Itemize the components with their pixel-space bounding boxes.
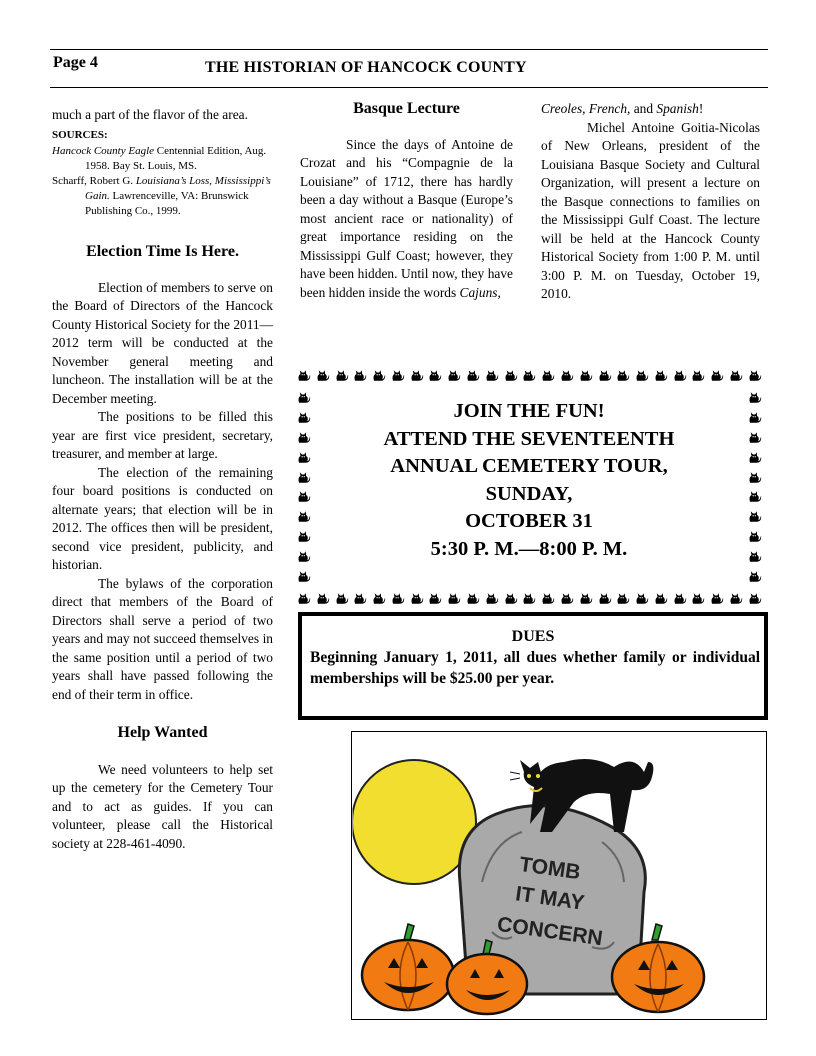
black-cat-icon <box>371 591 386 606</box>
black-cat-icon <box>465 368 480 383</box>
help-wanted-heading: Help Wanted <box>117 724 208 741</box>
dues-text: Beginning January 1, 2011, all dues whether family or individual memberships will be $25.00 per year. <box>310 649 760 687</box>
dues-box <box>298 612 768 720</box>
basque-paragraph <box>300 136 513 303</box>
black-cat-icon <box>747 390 762 405</box>
black-cat-icon <box>296 509 311 524</box>
basque-heading: Basque Lecture <box>353 100 460 117</box>
cat-border-left <box>296 390 311 584</box>
black-cat-icon <box>390 591 405 606</box>
black-cat-icon <box>634 591 649 606</box>
black-cat-icon <box>747 470 762 485</box>
black-cat-icon <box>427 368 442 383</box>
black-cat-icon <box>296 450 311 465</box>
column-left <box>52 106 273 853</box>
black-cat-icon <box>747 450 762 465</box>
black-cat-icon <box>709 591 724 606</box>
event-line-3: ANNUAL CEMETERY TOUR, <box>390 455 668 478</box>
header-bottom-rule <box>50 87 768 88</box>
black-cat-icon <box>672 368 687 383</box>
black-cat-icon <box>672 591 687 606</box>
black-cat-icon <box>747 529 762 544</box>
cat-border-top <box>296 368 762 383</box>
black-cat-icon <box>540 368 555 383</box>
election-heading: Election Time Is Here. <box>86 243 239 260</box>
election-paragraph-4: The bylaws of the corporation direct that members of the Board of Directors shall serve a period of two years and may not succeed themselves in the same position until a period of two years shall have passed following the end of their term in office. <box>52 575 273 702</box>
black-cat-icon <box>296 591 311 606</box>
continued-text: much a part of the flavor of the area. <box>52 107 248 122</box>
moon-icon <box>352 760 476 884</box>
help-wanted-paragraph: We need volunteers to help set up the cemetery for the Cemetery Tour and to act as guides. If you can volunteer, please call the Historical society at 228-461-4090. <box>52 761 273 851</box>
black-cat-icon <box>446 591 461 606</box>
black-cat-icon <box>690 368 705 383</box>
event-line-6: 5:30 P. M.—8:00 P. M. <box>430 537 628 560</box>
black-cat-icon <box>334 368 349 383</box>
basque-exclamation: ! <box>698 101 704 116</box>
black-cat-icon <box>578 591 593 606</box>
black-cat-icon <box>747 430 762 445</box>
black-cat-icon <box>334 591 349 606</box>
black-cat-icon <box>296 489 311 504</box>
lecture-paragraph: Michel Antoine Goitia-Nicolas of New Orleans, president of the Louisiana Basque Society and Cultural Organization, will present a lecture on the Basque connections to families on the Mississippi Gulf Coast. The lecture will be held at the Hancock County Historical Society from 1:00 P. M. until 3:00 P. M. on Tuesday, October 19, 2010. <box>541 119 760 301</box>
black-cat-icon <box>615 591 630 606</box>
black-cat-icon <box>503 591 518 606</box>
election-paragraph-3: The election of the remaining four board positions is conducted on alternate years; that election will be in 2012. The offices then will be president, second vice president, publicity, and historian. <box>52 464 273 572</box>
election-paragraph-1: Election of members to serve on the Board of Directors of the Hancock County Historical Society for the 2011—2012 term will be conducted at the November general meeting and luncheon. The installation will be at the December meeting. <box>52 279 273 406</box>
black-cat-icon <box>690 591 705 606</box>
black-cat-icon <box>747 591 762 606</box>
black-cat-icon <box>634 368 649 383</box>
black-cat-icon <box>747 549 762 564</box>
tomb-text-line-3: CONCERN <box>495 912 605 951</box>
election-paragraph-2: The positions to be filled this year are first vice president, secretary, treasurer, and member at large. <box>52 409 273 461</box>
black-cat-icon <box>296 549 311 564</box>
event-line-2: ATTEND THE SEVENTEENTH <box>383 427 675 450</box>
source-2 <box>52 174 273 219</box>
black-cat-icon <box>747 368 762 383</box>
cat-border-bottom <box>296 591 762 606</box>
source-2-details: Lawrenceville, VA: Brunswick Publishing Co., 1999. <box>85 190 249 217</box>
black-cat-icon <box>352 591 367 606</box>
basque-word-cajuns: Cajuns, <box>459 284 501 300</box>
black-cat-icon <box>728 591 743 606</box>
source-2-author: Scharff, Robert G. <box>52 175 136 187</box>
black-cat-icon <box>653 368 668 383</box>
tomb-text-line-1: TOMB <box>517 852 582 885</box>
event-line-4: SUNDAY, <box>485 482 573 505</box>
black-cat-icon <box>296 368 311 383</box>
black-cat-icon <box>559 368 574 383</box>
event-line-5: OCTOBER 31 <box>465 510 593 533</box>
black-cat-icon <box>409 591 424 606</box>
source-1-title: Hancock County Eagle <box>52 145 155 157</box>
black-cat-icon <box>521 368 536 383</box>
black-cat-icon <box>521 591 536 606</box>
cat-border-right <box>747 390 762 584</box>
black-cat-icon <box>597 368 612 383</box>
source-2-title: Louisiana’s Loss, Mississippi’s Gain. <box>85 175 271 202</box>
source-1 <box>52 144 273 174</box>
black-cat-icon <box>296 569 311 584</box>
column-right <box>541 100 760 304</box>
pumpkin-icon-left <box>362 924 454 1010</box>
black-cat-icon <box>352 368 367 383</box>
black-cat-icon <box>465 591 480 606</box>
sources-title: SOURCES: <box>52 128 108 141</box>
dues-title: DUES <box>511 628 555 645</box>
black-cat-icon <box>709 368 724 383</box>
black-cat-icon <box>615 368 630 383</box>
black-cat-icon <box>296 410 311 425</box>
basque-and: and <box>630 101 657 116</box>
black-cat-icon <box>296 390 311 405</box>
black-cat-icon <box>503 368 518 383</box>
black-cat-icon <box>427 591 442 606</box>
black-cat-icon <box>578 368 593 383</box>
black-cat-icon <box>371 368 386 383</box>
black-cat-icon <box>315 368 330 383</box>
black-cat-icon <box>559 591 574 606</box>
black-cat-icon <box>747 509 762 524</box>
black-cat-icon <box>446 368 461 383</box>
event-line-1: JOIN THE FUN! <box>453 400 605 422</box>
black-cat-icon <box>747 489 762 504</box>
header-top-rule <box>50 49 768 50</box>
black-cat-icon <box>296 430 311 445</box>
black-cat-icon <box>484 368 499 383</box>
page-number: Page 4 <box>53 54 98 71</box>
basque-word-spanish: Spanish <box>656 101 699 116</box>
column-middle <box>300 100 513 302</box>
black-cat-icon <box>653 591 668 606</box>
black-cat-icon <box>597 591 612 606</box>
basque-paragraph-text: Since the days of Antoine de Crozat and his “Compagnie de la Louisiane” of 1712, there has hardly been a day without a Basque (Europe’s most ancient race or nationality) of great importance residing on the Mississippi Gulf Coast; however, they have been hidden. Until now, they have been hidden inside the words <box>300 136 513 300</box>
newsletter-title: THE HISTORIAN OF HANCOCK COUNTY <box>205 59 527 76</box>
black-cat-icon <box>540 591 555 606</box>
black-cat-icon <box>484 591 499 606</box>
black-cat-icon <box>390 368 405 383</box>
source-1-details: Centennial Edition, Aug. 1958. Bay St. Louis, MS. <box>85 145 267 172</box>
black-cat-icon <box>296 470 311 485</box>
tombstone-art <box>352 732 766 1019</box>
basque-words: Creoles, French, <box>541 101 631 116</box>
tomb-text-line-2: IT MAY <box>514 882 586 915</box>
cemetery-tour-box <box>296 368 762 606</box>
black-cat-icon <box>409 368 424 383</box>
basque-continued <box>541 100 760 119</box>
black-cat-icon <box>747 410 762 425</box>
black-cat-icon <box>728 368 743 383</box>
black-cat-icon <box>296 529 311 544</box>
black-cat-icon <box>747 569 762 584</box>
halloween-tombstone-illustration <box>351 731 767 1020</box>
cemetery-tour-announcement <box>336 398 722 564</box>
black-cat-icon <box>315 591 330 606</box>
